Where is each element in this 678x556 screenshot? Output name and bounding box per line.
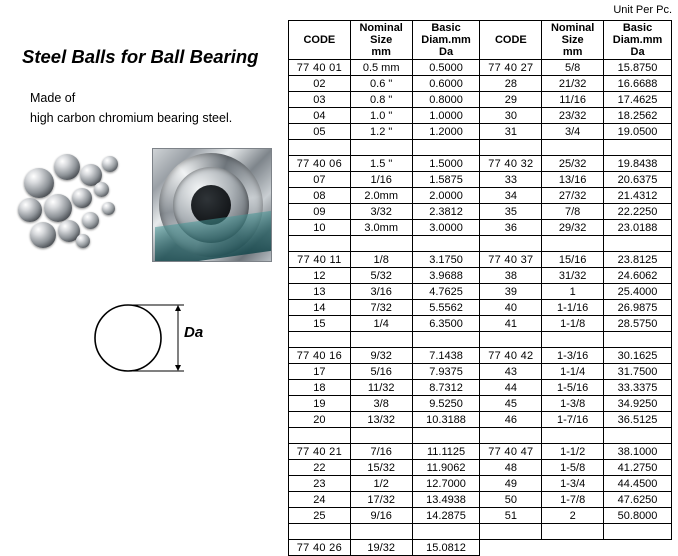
page-title: Steel Balls for Ball Bearing [22,46,259,67]
steel-balls-table [288,20,672,556]
cell-basic-1: 11.1125 [412,444,480,460]
cell-code-2: 51 [480,508,542,524]
cell-nominal-2: 3/4 [542,124,604,140]
spacer-cell [350,140,412,156]
spacer-cell [412,332,480,348]
cell-code-1: 13 [289,284,351,300]
cell-nominal-2: 1-7/8 [542,492,604,508]
cell-nominal-2: 27/32 [542,188,604,204]
cell-nominal-1: 9/32 [350,348,412,364]
cell-code-1: 05 [289,124,351,140]
cell-nominal-2: 25/32 [542,156,604,172]
cell-nominal-1: 7/32 [350,300,412,316]
left-panel [0,0,288,492]
cell-basic-1: 12.7000 [412,476,480,492]
cell-nominal-1: 1/8 [350,252,412,268]
table-row [289,252,672,268]
cell-code-2: 29 [480,92,542,108]
spacer-cell [542,332,604,348]
ball [44,194,72,222]
cell-basic-1: 4.7625 [412,284,480,300]
cell-basic-2: 19.0500 [604,124,672,140]
table-row [289,316,672,332]
cell-code-1: 08 [289,188,351,204]
cell-basic-2: 15.8750 [604,60,672,76]
cell-code-1: 19 [289,396,351,412]
cell-code-1: 22 [289,460,351,476]
table-row [289,540,672,556]
cell-nominal-1: 0.5 mm [350,60,412,76]
cell-basic-2: 38.1000 [604,444,672,460]
cell-basic-1: 0.6000 [412,76,480,92]
cell-nominal-1: 1.5 " [350,156,412,172]
table-row [289,492,672,508]
cell-basic-1: 15.0812 [412,540,480,556]
table-row [289,220,672,236]
cell-basic-2: 18.2562 [604,108,672,124]
col-basic-line1: Basic [431,22,461,34]
cell-basic-2 [604,540,672,556]
cell-code-2: 77 40 37 [480,252,542,268]
table-row [289,124,672,140]
ball [76,234,90,248]
cell-nominal-2: 5/8 [542,60,604,76]
spacer-cell [412,524,480,540]
cell-code-1: 15 [289,316,351,332]
cell-code-2: 44 [480,380,542,396]
ball-diameter-diagram [92,298,232,378]
table-row [289,284,672,300]
cell-basic-2: 44.4500 [604,476,672,492]
cell-code-1: 18 [289,380,351,396]
table-group-spacer [289,236,672,252]
col-nominal2-line1: Nominal [550,22,595,34]
cell-basic-1: 2.0000 [412,188,480,204]
spacer-cell [412,140,480,156]
col-nominal2-line3: mm [562,46,583,58]
ball [54,154,80,180]
cell-nominal-1: 1.0 " [350,108,412,124]
cell-code-2: 77 40 47 [480,444,542,460]
col-code-1: CODE [289,21,351,60]
cell-nominal-2: 1-1/2 [542,444,604,460]
cell-basic-2: 25.4000 [604,284,672,300]
cell-nominal-1: 5/32 [350,268,412,284]
cell-code-1: 77 40 06 [289,156,351,172]
table-row [289,348,672,364]
cell-code-2: 43 [480,364,542,380]
cell-nominal-2: 13/16 [542,172,604,188]
table-row [289,364,672,380]
spacer-cell [350,428,412,444]
cell-nominal-2: 1-5/16 [542,380,604,396]
cell-code-1: 17 [289,364,351,380]
table-row [289,76,672,92]
cell-code-2 [480,540,542,556]
diagram-svg [92,298,232,378]
cell-nominal-1: 3.0mm [350,220,412,236]
cell-basic-1: 0.8000 [412,92,480,108]
spacer-cell [542,140,604,156]
cell-code-2: 38 [480,268,542,284]
col-nominal-1 [350,21,412,60]
cell-basic-1: 14.2875 [412,508,480,524]
spacer-cell [604,236,672,252]
cell-nominal-2: 7/8 [542,204,604,220]
steel-balls-photo [18,150,148,265]
cell-basic-1: 3.9688 [412,268,480,284]
col-basic2-line1: Basic [622,22,653,34]
cell-code-2: 31 [480,124,542,140]
col-nominal2-line2: Size [561,34,584,46]
table-header-row [289,21,672,60]
cell-code-1: 23 [289,476,351,492]
ball-bearing-photo [152,148,272,262]
cell-code-2: 49 [480,476,542,492]
cell-nominal-2: 1-5/8 [542,460,604,476]
cell-basic-2: 47.6250 [604,492,672,508]
col-code-2: CODE [480,21,542,60]
cell-code-2: 40 [480,300,542,316]
cell-code-1: 10 [289,220,351,236]
table-row [289,188,672,204]
cell-basic-2: 22.2250 [604,204,672,220]
spacer-cell [289,140,351,156]
cell-basic-2: 21.4312 [604,188,672,204]
cell-code-1: 24 [289,492,351,508]
table-body [289,60,672,556]
cell-nominal-2: 1-1/4 [542,364,604,380]
cell-basic-2: 24.6062 [604,268,672,284]
cell-basic-1: 10.3188 [412,412,480,428]
cell-code-2: 36 [480,220,542,236]
ball [102,156,118,172]
col-nominal-2 [542,21,604,60]
ball [18,198,42,222]
cell-code-1: 77 40 26 [289,540,351,556]
spacer-cell [542,524,604,540]
cell-nominal-2: 11/16 [542,92,604,108]
table-row [289,476,672,492]
cell-nominal-1: 7/16 [350,444,412,460]
cell-basic-2: 20.6375 [604,172,672,188]
cell-basic-2: 26.9875 [604,300,672,316]
cell-nominal-1: 3/8 [350,396,412,412]
cell-basic-1: 1.5000 [412,156,480,172]
cell-nominal-2: 1-3/8 [542,396,604,412]
cell-basic-2: 23.8125 [604,252,672,268]
ball [24,168,54,198]
table-group-spacer [289,332,672,348]
cell-code-1: 77 40 11 [289,252,351,268]
cell-nominal-1: 11/32 [350,380,412,396]
spacer-cell [480,332,542,348]
cell-basic-1: 7.9375 [412,364,480,380]
table-row [289,412,672,428]
cell-basic-1: 5.5562 [412,300,480,316]
cell-basic-2: 41.2750 [604,460,672,476]
cell-nominal-2: 31/32 [542,268,604,284]
spacer-cell [412,428,480,444]
cell-basic-1: 1.2000 [412,124,480,140]
cell-basic-1: 2.3812 [412,204,480,220]
cell-basic-2: 17.4625 [604,92,672,108]
ball [30,222,56,248]
cell-basic-1: 7.1438 [412,348,480,364]
col-basic-line2: Diam.mm [421,34,471,46]
spacer-cell [289,524,351,540]
cell-nominal-1: 15/32 [350,460,412,476]
cell-code-2: 50 [480,492,542,508]
cell-basic-1: 13.4938 [412,492,480,508]
cell-nominal-1: 1/4 [350,316,412,332]
description-line-2: high carbon chromium bearing steel. [30,111,233,125]
cell-basic-1: 1.5875 [412,172,480,188]
cell-basic-2: 23.0188 [604,220,672,236]
cell-code-2: 77 40 42 [480,348,542,364]
ball [82,212,99,229]
cell-code-1: 77 40 01 [289,60,351,76]
spacer-cell [604,332,672,348]
table-row [289,460,672,476]
cell-basic-2: 19.8438 [604,156,672,172]
cell-code-1: 02 [289,76,351,92]
spacer-cell [480,236,542,252]
table-group-spacer [289,140,672,156]
cell-basic-1: 9.5250 [412,396,480,412]
description-line-1: Made of [30,91,76,105]
table-row [289,60,672,76]
spacer-cell [289,332,351,348]
spacer-cell [480,524,542,540]
spacer-cell [542,236,604,252]
cell-basic-1: 8.7312 [412,380,480,396]
cell-basic-1: 0.5000 [412,60,480,76]
cell-code-1: 12 [289,268,351,284]
cell-nominal-2: 1-3/4 [542,476,604,492]
col-nominal-line2: Size [370,34,393,46]
cell-nominal-2: 15/16 [542,252,604,268]
table-row [289,204,672,220]
spacer-cell [480,428,542,444]
cell-basic-1: 3.1750 [412,252,480,268]
table-row [289,156,672,172]
cell-code-2: 30 [480,108,542,124]
cell-basic-2: 16.6688 [604,76,672,92]
spacer-cell [350,236,412,252]
col-basic2-line2: Diam.mm [612,34,663,46]
cell-nominal-2: 29/32 [542,220,604,236]
spacer-cell [604,428,672,444]
diagram-label: Da [184,324,204,341]
table-row [289,508,672,524]
cell-nominal-1: 9/16 [350,508,412,524]
cell-basic-1: 11.9062 [412,460,480,476]
table-group-spacer [289,524,672,540]
page-description [30,88,232,128]
cell-code-1: 77 40 21 [289,444,351,460]
spacer-cell [604,524,672,540]
cell-code-1: 25 [289,508,351,524]
cell-nominal-1: 3/16 [350,284,412,300]
cell-basic-2: 28.5750 [604,316,672,332]
cell-basic-2: 31.7500 [604,364,672,380]
cell-nominal-2: 2 [542,508,604,524]
cell-code-1: 04 [289,108,351,124]
col-basic2-line3: Da [630,46,645,58]
cell-nominal-1: 1/2 [350,476,412,492]
ball [94,182,109,197]
cell-basic-2: 34.9250 [604,396,672,412]
cell-code-1: 09 [289,204,351,220]
unit-note: Unit Per Pc. [613,4,672,16]
spacer-cell [604,140,672,156]
cell-code-2: 77 40 32 [480,156,542,172]
cell-basic-2: 50.8000 [604,508,672,524]
cell-nominal-2: 1-7/16 [542,412,604,428]
cell-nominal-2: 21/32 [542,76,604,92]
spacer-cell [542,428,604,444]
cell-nominal-1: 0.6 " [350,76,412,92]
table-row [289,92,672,108]
cell-basic-1: 6.3500 [412,316,480,332]
cell-basic-2: 30.1625 [604,348,672,364]
table-group-spacer [289,428,672,444]
cell-nominal-1: 2.0mm [350,188,412,204]
cell-code-2: 34 [480,188,542,204]
cell-code-2: 39 [480,284,542,300]
cell-basic-1: 1.0000 [412,108,480,124]
cell-code-1: 03 [289,92,351,108]
cell-nominal-2: 23/32 [542,108,604,124]
cell-code-1: 07 [289,172,351,188]
col-nominal-line1: Nominal [359,22,403,34]
cell-code-1: 14 [289,300,351,316]
cell-code-2: 33 [480,172,542,188]
table-row [289,444,672,460]
table-row [289,380,672,396]
cell-nominal-2 [542,540,604,556]
cell-basic-2: 36.5125 [604,412,672,428]
cell-code-2: 77 40 27 [480,60,542,76]
cell-nominal-1: 1/16 [350,172,412,188]
cell-nominal-2: 1-1/16 [542,300,604,316]
cell-nominal-1: 17/32 [350,492,412,508]
spacer-cell [412,236,480,252]
col-basic-line3: Da [439,46,454,58]
spacer-cell [289,236,351,252]
cell-code-1: 20 [289,412,351,428]
table-row [289,300,672,316]
cell-nominal-1: 0.8 " [350,92,412,108]
table-row [289,396,672,412]
cell-code-1: 77 40 16 [289,348,351,364]
ball [102,202,115,215]
cell-code-2: 41 [480,316,542,332]
cell-code-2: 35 [480,204,542,220]
col-nominal-line3: mm [371,46,391,58]
cell-nominal-1: 13/32 [350,412,412,428]
cell-nominal-2: 1-3/16 [542,348,604,364]
cell-code-2: 28 [480,76,542,92]
table-row [289,108,672,124]
cell-nominal-1: 1.2 " [350,124,412,140]
cell-basic-1: 3.0000 [412,220,480,236]
cell-nominal-1: 3/32 [350,204,412,220]
cell-nominal-1: 19/32 [350,540,412,556]
ball [72,188,92,208]
col-basic-2 [604,21,672,60]
cell-code-2: 48 [480,460,542,476]
col-basic-1 [412,21,480,60]
spacer-cell [480,140,542,156]
cell-basic-2: 33.3375 [604,380,672,396]
cell-nominal-2: 1 [542,284,604,300]
spacer-cell [289,428,351,444]
spacer-cell [350,524,412,540]
cell-code-2: 45 [480,396,542,412]
table-row [289,268,672,284]
cell-code-2: 46 [480,412,542,428]
cell-nominal-1: 5/16 [350,364,412,380]
cell-nominal-2: 1-1/8 [542,316,604,332]
table-row [289,172,672,188]
spacer-cell [350,332,412,348]
